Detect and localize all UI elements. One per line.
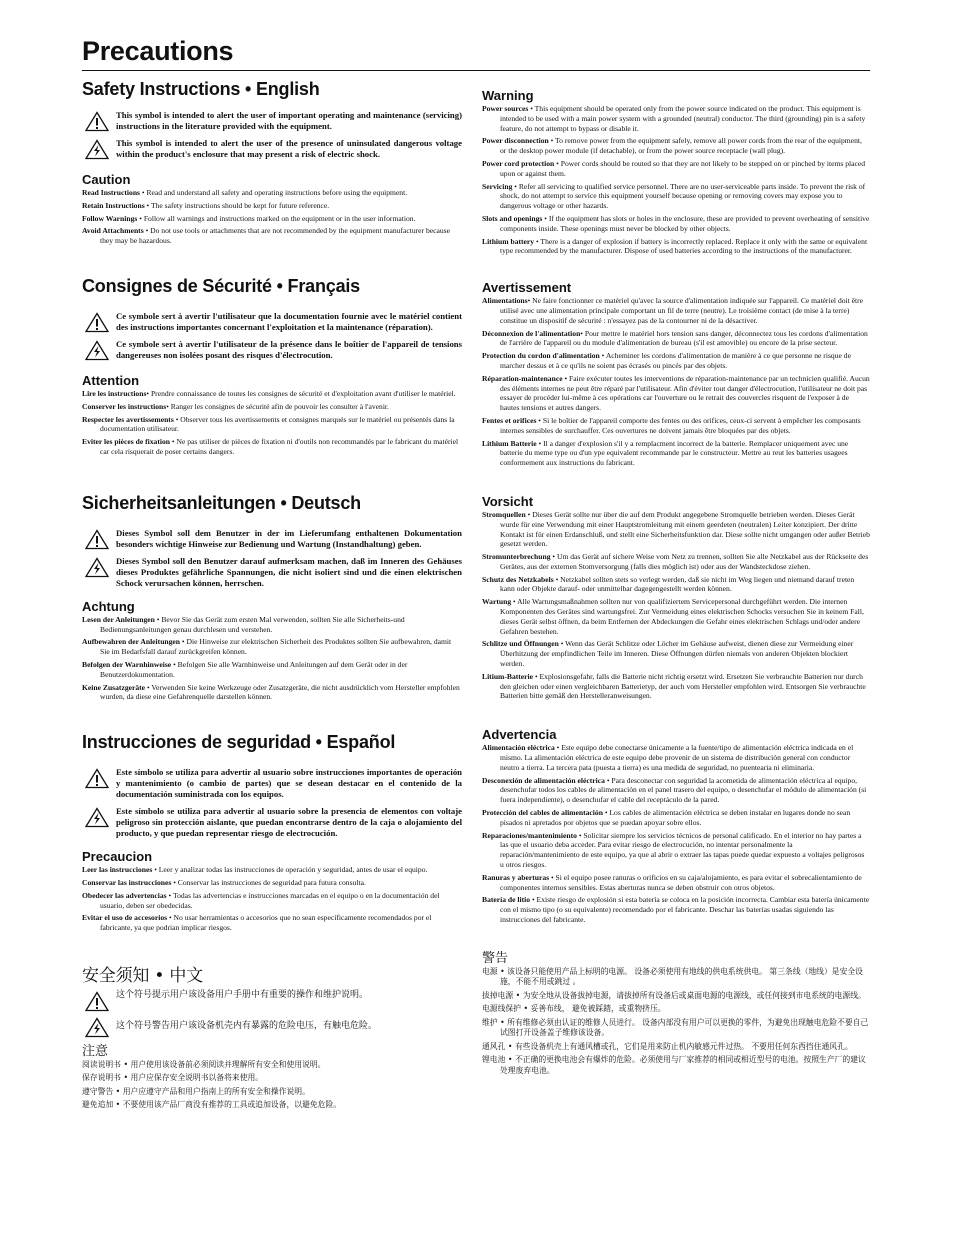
symbol-row-caution — [82, 990, 462, 1012]
subheading-jinggao: 警告 — [482, 950, 509, 966]
list-item: Power disconnection • To remove power from the equipment safely, remove all power cords from the rear of the equipment, or the desktop power module (if detachable), or from the power source receptacle (wall plug). — [482, 136, 862, 156]
list-item: Read Instructions • Read and understand all safety and operating instructions before using the equipment. — [82, 188, 408, 197]
list-item: Alimentations• Ne faire fonctionner ce matériel qu'avec la source d'alimentation indiquée sur l'appareil. Ce matériel doit être utilisé avec une alimentation principale comportant un fil de terre (neutre). Le troisième contact (de mise à la terre) constitue un dispositif de sécurité : n'essayez pas de la contourner ni de la désactiver. — [482, 296, 864, 325]
symbol-row-shock — [82, 138, 462, 160]
electric-shock-icon — [82, 1017, 112, 1038]
list-item: Obedecer las advertencias • Todas las advertencias e instrucciones marcadas en el equipo o en la documentación del usuario, deben ser obedecidas. — [82, 890, 440, 910]
warning-triangle-icon — [82, 768, 112, 789]
left-column — [82, 79, 462, 1114]
subheading-vorsicht: Vorsicht — [482, 493, 534, 509]
list-item: Batería de litio • Existe riesgo de explosión si esta batería se coloca en la posición incorrecta. Cambiar esta batería únicamente con el mismo tipo (o su equivalente) recomendado por el fabricante. Deschar las baterías usadas siguiendo las instrucciones del fabricante. — [482, 895, 870, 924]
list-achtung — [82, 615, 462, 702]
symbol-shock-text: Este símbolo se utiliza para advertir al usuario sobre la presencia de elementos con voltaje peligroso sin protección aislante, que puedan encontrarse dentro de la caja o alojamiento del producto, y que puedan representar riesgo de electrocución. — [116, 806, 462, 839]
section-chinese — [82, 961, 462, 1111]
list-item: Eviter les pièces de fixation • Ne pas utiliser de pièces de fixation ni d'outils non recommandés par le fabricant du matériel car cela risquerait de poser certains dangers. — [82, 437, 459, 456]
section-vorsicht — [482, 494, 870, 701]
list-item: Follow Warnings • Follow all warnings and instructions marked on the equipment or in the user information. — [82, 213, 416, 223]
subheading-avertissement: Avertissement — [482, 280, 572, 296]
list-item: Power cord protection • Power cords should be routed so that they are not likely to be stepped on or pinched by items placed upon or against them. — [482, 158, 866, 178]
list-item: Avoid Attachments • Do not use tools or attachments that are not recommended by the equipment manufacturer because they may be hazardous. — [82, 226, 450, 246]
subheading-warning: Warning — [482, 88, 534, 103]
list-item: 锂电池 • 不正确的更换电池会有爆炸的危险。必须使用与厂家推荐的相同或相近型号的电池。按照生产厂的建议处理废弃电池。 — [482, 1055, 866, 1075]
subheading-caution: Caution — [82, 172, 131, 187]
symbol-caution-text: This symbol is intended to alert the user of important operating and maintenance (servicing) instructions in the literature provided with the equipment. — [116, 110, 462, 131]
list-item: Lithium battery • There is a danger of explosion if battery is incorrectly replaced. Replace it only with the same or equivalent type recommended by the manufacturer. Dispose of used batteries according to the instructions of the manufacturer. — [482, 236, 868, 256]
list-item: 电源线保护 • 妥善布线， 避免被踩踏，或重物挤压。 — [482, 1004, 666, 1014]
list-caution — [82, 188, 462, 246]
list-item: 遵守警告 • 用户应遵守产品和用户指南上的所有安全和操作说明。 — [82, 1086, 310, 1096]
symbol-row-shock — [82, 339, 462, 361]
electric-shock-icon — [82, 557, 112, 578]
list-item: Servicing • Refer all servicing to qualified service personnel. There are no user-serviceable parts inside. To prevent the risk of shock, do not attempt to service this equipment yourself because opening or removing covers may expose you to dangerous voltage or other hazards. — [482, 181, 866, 211]
list-item: Desconexión de alimentación eléctrica • Para desconectar con seguridad la acometida de alimentación eléctrica al equipo, desenchufar todos los cables de alimentación en el panel trasero del equipo, o desenchufar el módulo de alimentación (si fuera independiente), o desenchufar el cable del receptáculo de la pared. — [482, 775, 867, 805]
symbol-shock-text: Ce symbole sert à avertir l'utilisateur de la présence dans le boîtier de l'appareil de tensions dangereuses non isolées posant des risques d'électrocution. — [116, 338, 462, 360]
heading-english: Safety Instructions • English — [82, 79, 320, 99]
list-item: Keine Zusatzgeräte • Verwenden Sie keine Werkzeuge oder Zusatzgeräte, die nicht ausdrücklich vom Hersteller empfohlen wurden, da diese eine Gefahrenquelle darstellen können. — [82, 682, 460, 702]
list-item: Conserver les instructions• Ranger les consignes de sécurité afin de pouvoir les consulter à l'avenir. — [82, 401, 389, 411]
list-item: Ranuras y aberturas • Si el equipo posee ranuras o orificios en su caja/alojamiento, es para evitar el sobrecalientamiento de componentes internos sensibles. Estas aberturas nunca se deben obstruir con otros objetos. — [482, 872, 862, 892]
list-item: Slots and openings • If the equipment has slots or holes in the enclosure, these are provided to prevent overheating of sensitive components inside. These openings must never be blocked by other objects. — [482, 213, 870, 233]
section-spanish — [82, 732, 462, 933]
section-advertencia — [482, 727, 870, 925]
heading-spanish: Instrucciones de seguridad • Español — [82, 732, 396, 753]
list-item: 避免追加 • 不要使用该产品厂商没有推荐的工具或追加设备，以避免危险。 — [82, 1100, 342, 1110]
symbol-caution-text: Ce symbole sert à avertir l'utilisateur que la documentation fournie avec le matériel contient des instructions importantes concernant l'exploitation et la maintenance (réparation). — [116, 310, 462, 332]
list-avertissement — [482, 296, 870, 468]
symbol-shock-text: 这个符号警告用户该设备机壳内有暴露的危险电压，有触电危险。 — [116, 1020, 378, 1031]
symbol-caution-text: 这个符号提示用户该设备用户手册中有重要的操作和维护说明。 — [116, 989, 369, 1000]
list-item: Befolgen der Warnhinweise • Befolgen Sie alle Warnhinweise und Anleitungen auf dem Gerät oder in der Benutzerdokumentation. — [82, 659, 408, 679]
subheading-zhuyi: 注意 — [82, 1043, 109, 1059]
symbol-row-shock — [82, 556, 462, 589]
list-item: Lithium Batterie • Il a danger d'explosion s'il y a remplacment incorrect de la batterie. Remplacer uniquement avec une batterie du meme type ou d'un ype equivalent recommande par le constructeur. Mettre au reut les batteries usagees conformement aux instructions du fabricant. — [482, 438, 849, 468]
section-german — [82, 493, 462, 702]
list-item: Power sources • This equipment should be operated only from the power source indicated on the product. This equipment is intended to be used with a main power system with a grounded (neutral) conductor. The third (grounding) pin is a safety feature, do not attempt to bypass or disable it. — [482, 104, 866, 133]
section-avertissement — [482, 280, 870, 468]
subheading-precaucion: Precaucion — [82, 849, 153, 865]
list-item: Leer las instrucciones • Leer y analizar todas las instrucciones de operación y seguridad, antes de usar el equipo. — [82, 865, 428, 875]
page-title: Precautions — [82, 36, 870, 71]
electric-shock-icon — [82, 340, 112, 361]
symbol-row-caution — [82, 311, 462, 333]
section-jinggao — [482, 947, 870, 1077]
list-item: 通风孔 • 有些设备机壳上有通风槽或孔，它们是用来防止机内敏感元件过热。 不要用任何东西挡住通风孔。 — [482, 1041, 853, 1051]
symbol-shock-text: Dieses Symbol soll den Benutzer darauf aufmerksam machen, daß im Inneren des Gehäuses dieses Produktes gefährliche Spannungen, die nicht isoliert sind und die einen elektrischen Schock verursachen können, herrschen. — [116, 555, 462, 588]
list-item: Fentes et orifices • Si le boîtier de l'appareil comporte des fentes ou des orifices, ceux-ci servent à empêcher les composants internes sensibles de surchauffer. Ces ouvertures ne doivent jamais être bloquées par des objets. — [482, 415, 861, 435]
subheading-advertencia: Advertencia — [482, 727, 557, 743]
list-item: Litium-Batterie • Explosionsgefahr, falls die Batterie nicht richtig ersetzt wird. Ersetzen Sie verbrauchte Batterien nur durch den gleichen oder einen vergleichbaren Batterietyp, der auch vom Hersteller empfohlen wird. Entsorgen Sie verbrauchte Batterien bitte gemäß den Herstelleranweisungen. — [482, 671, 866, 701]
list-item: 保存说明书 • 用户应保存安全说明书以备将来使用。 — [82, 1073, 264, 1083]
subheading-attention: Attention — [82, 372, 140, 388]
warning-triangle-icon — [82, 312, 112, 333]
list-attention — [82, 389, 462, 457]
list-item: Alimentación eléctrica • Este equipo debe conectarse únicamente a la fuente/tipo de alimentación eléctrica indicada en el mismo. La alimentación eléctrica de este equipo debe provenir de un sistema de distribución general con conductor neutro a tierra. La tercera pata (puesta a tierra) es una medida de seguridad, no puentearia ni eliminaria. — [482, 743, 854, 772]
warning-triangle-icon — [82, 991, 112, 1012]
list-item: Stromunterbrechung • Um das Gerät auf sichere Weise vom Netz zu trennen, sollten Sie alle Netzkabel aus der Rückseite des Gerätes, aus der externen Stomversorgung (falls dies möglich ist) oder aus der Wandsteckdose ziehen. — [482, 552, 869, 571]
section-warning — [482, 88, 870, 256]
list-item: Réparation-maintenance • Faire exécuter toutes les interventions de réparation-maintenance par un technicien qualifié. Aucun des éléments internes ne peut être réparé par l'utilisateur. Afin d'éviter tout danger d'électrocution, l'utilisateur ne doit pas essayer de procéder lui-même à ces opérations car l'ouverture ou le retrait des couvercles risquent de l'exposer à de hautes tensions et autres dangers. — [482, 373, 870, 413]
list-item: Schlitze und Öffnungen • Wenn das Gerät Schlitze oder Löcher im Gehäuse aufweist, dienen diese zur Vermeidung einer Überhitzung der empfindlichen Teile im Inneren. Diese Öffnungen dürfen niemals von anderen Objekten blockiert werden. — [482, 639, 854, 669]
subheading-achtung: Achtung — [82, 598, 135, 614]
list-jinggao — [482, 967, 870, 1077]
heading-french: Consignes de Sécurité • Français — [82, 275, 360, 296]
symbol-shock-text: This symbol is intended to alert the user of the presence of uninsulated dangerous voltage within the product's enclosure that may present a risk of electric shock. — [116, 138, 462, 159]
list-warning — [482, 104, 870, 256]
page — [82, 36, 870, 1114]
section-french — [82, 276, 462, 457]
list-item: 电源 • 该设备只能使用产品上标明的电源。 设备必须使用有地线的供电系统供电。 第三条线（地线）是安全设施，不能不用或跳过 。 — [482, 966, 863, 987]
list-item: Protección del cables de alimentación • Los cables de alimentación eléctrica se deben instalar en lugares donde no sean pisados ni apretados por objetos que se puedan apoyar sobre ellos. — [482, 808, 851, 827]
electric-shock-icon — [82, 139, 112, 160]
list-item: Respecter les avertissements • Observer tous les avertissements et consignes marqués sur le matériel ou présentés dans la documentation utilisateur. — [82, 414, 455, 434]
heading-german: Sicherheitsanleitungen • Deutsch — [82, 492, 361, 513]
list-item: Schutz des Netzkabels • Netzkabel sollten stets so verlegt werden, daß sie nicht im Weg liegen und niemand darauf treten kann oder Objekte darauf- oder unmittelbar dagegengestellt werden können. — [482, 574, 855, 594]
list-item: 阅读说明书 • 用户使用该设备前必须阅读并理解所有安全和使用说明。 — [82, 1059, 326, 1069]
list-item: Conservar las instrucciones • Conservar las instrucciones de seguridad para futura consulta. — [82, 877, 366, 887]
list-item: Evitar el uso de accesorios • No usar herramientas o accesorios que no sean específicamente recomendados por el fabricante, ya que podrian implicar riesgos. — [82, 913, 432, 933]
warning-triangle-icon — [82, 529, 112, 550]
list-item: 维护 • 所有维修必须由认证的维修人员进行。 设备内部没有用户可以更换的零件，为避免出现触电危险不要自己试图打开设备盖子维修该设备。 — [482, 1017, 869, 1038]
right-column — [482, 79, 870, 1114]
list-advertencia — [482, 743, 870, 925]
symbol-caution-text: Dieses Symbol soll dem Benutzer in der im Lieferumfang enthaltenen Dokumentation besonders wichtige Hinweise zur Bedienung und Wartung (Instandhaltung) geben. — [116, 527, 462, 549]
list-item: Lire les instructions• Prendre connaissance de toutes les consignes de sécurité et d'exploitation avant d'utiliser le matériel. — [82, 388, 456, 398]
electric-shock-icon — [82, 807, 112, 828]
symbol-caution-text: Este símbolo se utiliza para advertir al usuario sobre instrucciones importantes de operación y mantenimiento (o cambio de partes) que se desean destacar en el contenido de la documentación suministrada con los equipos. — [116, 767, 462, 800]
list-item: Stromquellen • Dieses Gerät sollte nur über die auf dem Produkt angegebene Stromquelle betrieben werden. Dieses Gerät wurde für eine Verwendung mit einer Hauptstromleitung mit einem geerdeten (neutralen) Leiter konzipiert. Der dritte Kontakt ist für einen Erdanschluß, und stellt eine Sicherheitsfunktion dar. Diese sollte nicht umgangen oder außer Betrieb gesetzt werden. — [482, 509, 870, 549]
list-item: Protection du cordon d'alimentation • Acheminer les cordons d'alimentation de manière à ce que personne ne risque de marcher dessus et à ce qu'ils ne soient pas écrasés ou pincés par des objets. — [482, 351, 851, 370]
symbol-row-caution — [82, 110, 462, 132]
warning-triangle-icon — [82, 111, 112, 132]
symbol-row-shock — [82, 1016, 462, 1038]
list-item: 拔掉电源 • 为安全地从设备拔掉电源，请拔掉所有设备后或桌面电源的电源线，或任何接到市电系统的电源线。 — [482, 990, 866, 1000]
heading-chinese: 安全须知 • 中文 — [82, 965, 204, 986]
list-item: Lesen der Anleitungen • Bevor Sie das Gerät zum ersten Mal verwenden, sollten Sie alle Sicherheits-und Bedienungsanleitungen genau durchlesen und verstehen. — [82, 614, 405, 634]
list-item: Aufbewahren der Anleitungen • Die Hinweise zur elektrischen Sicherheit des Produktes sollten Sie aufbewahren, damit Sie im Bedarfsfall darauf zurückgreifen können. — [82, 637, 452, 657]
list-vorsicht — [482, 510, 870, 701]
section-english — [82, 79, 462, 246]
list-precaucion — [82, 865, 462, 933]
list-zhuyi — [82, 1060, 462, 1111]
symbol-row-caution — [82, 767, 462, 800]
symbol-row-caution — [82, 528, 462, 550]
symbol-row-shock — [82, 806, 462, 839]
list-item: Retain Instructions • The safety instructions should be kept for future reference. — [82, 200, 330, 210]
list-item: Déconnexion de l'alimentation• Pour mettre le matériel hors tension sans danger, déconnectez tous les cordons d'alimentation de l'arrière de l'appareil ou du module d'alimentation de bureau (s'il est amovible) ou encore de la prise secteur. — [482, 328, 868, 348]
list-item: Wartung • Alle Wartungsmaßnahmen sollten nur von qualifiziertem Servicepersonal durchgeführt werden. Die internen Komponenten des Gerätes sind wartungsfrei. Zur Vermeidung eines elektrischen Schocks versuchen Sie in keinem Fall, dieses Gerät selbst öffnen, da beim Entfernen der Abdeckungen die Gefahr eines elektrischen Schlags und/oder andere Gefahren bestehen. — [482, 597, 864, 636]
list-item: Reparaciones/mantenimiento • Solicitar siempre los servicios técnicos de personal calificado. En el interior no hay partes a las que el usuario deba acceder. Para evitar riesgo de electrocución, no intentar personalmente la reparación/mantenimiento de este equipo, ya que al abrir o extraer las tapas puede quedar expuesto a voltajes peligrosos u otros riesgos. — [482, 830, 865, 870]
